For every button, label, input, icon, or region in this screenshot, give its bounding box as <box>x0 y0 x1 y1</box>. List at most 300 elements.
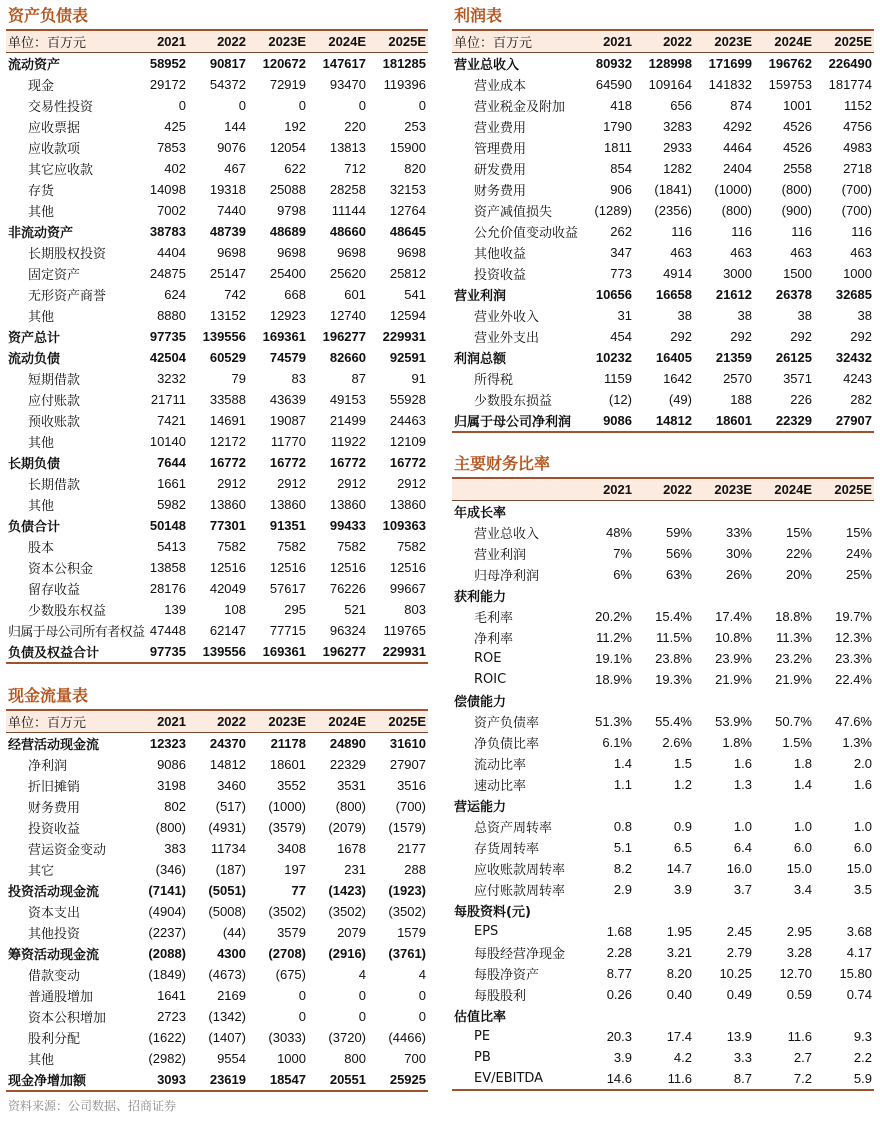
cell-value: 93470 <box>329 77 366 92</box>
cell-value: 15.80 <box>839 966 872 981</box>
table-row <box>6 221 428 242</box>
row-label: 净利润 <box>28 759 68 774</box>
table-row <box>6 368 428 389</box>
table-row <box>452 795 874 816</box>
cell-value: 16772 <box>389 455 426 470</box>
cell-value: 220 <box>344 119 366 134</box>
row-label: 归属于母公司所有者权益 <box>8 625 145 640</box>
cell-value: 1152 <box>844 98 872 113</box>
row-label: 资产总计 <box>8 331 61 346</box>
cell-value: 42049 <box>209 581 246 596</box>
row-label: 投资收益 <box>28 822 81 837</box>
cell-value: (1849) <box>148 967 186 982</box>
cell-value: 18601 <box>269 757 306 772</box>
cell-value: 12.70 <box>779 966 812 981</box>
cell-value: 7644 <box>157 455 186 470</box>
cell-value: 19318 <box>209 182 246 197</box>
row-label: 其他 <box>28 436 55 451</box>
cell-value: 0.49 <box>726 987 752 1002</box>
row-label: 公允价值变动收益 <box>474 226 579 241</box>
cell-value: 8.2 <box>613 861 632 876</box>
cell-value: 1.1 <box>613 777 632 792</box>
row-label: 偿债能力 <box>454 695 507 710</box>
cell-value: 11770 <box>270 434 306 449</box>
cell-value: (700) <box>395 799 426 814</box>
cell-value: 9798 <box>277 203 306 218</box>
row-label: 年成长率 <box>454 506 507 521</box>
row-label: 其他 <box>28 205 55 220</box>
year-header: 2025E <box>368 711 428 733</box>
cell-value: 33588 <box>209 392 246 407</box>
cell-value: 91351 <box>269 518 306 533</box>
row-label: 其它应收款 <box>28 163 94 178</box>
row-label: 营业税金及附加 <box>474 100 566 115</box>
cell-value: 14691 <box>209 413 246 428</box>
cell-value: 31 <box>617 308 632 323</box>
cell-value: 262 <box>610 224 632 239</box>
table-row <box>452 74 874 95</box>
cell-value: 1282 <box>663 161 692 176</box>
cell-value: 196277 <box>322 644 366 659</box>
cell-value: 76226 <box>329 581 366 596</box>
cell-value: 12740 <box>329 308 366 323</box>
cell-value: 83 <box>291 371 306 386</box>
balance-sheet-table <box>6 31 428 664</box>
cell-value: 3.68 <box>846 924 872 939</box>
unit-label: 单位：百万元 <box>6 31 128 53</box>
table-row <box>452 606 874 627</box>
cell-value: 3283 <box>663 119 692 134</box>
cell-value: 229931 <box>382 644 426 659</box>
cell-value: 2570 <box>723 371 752 386</box>
row-label: 少数股东权益 <box>28 604 107 619</box>
ratios-section <box>452 453 874 1091</box>
cell-value: 463 <box>730 245 752 260</box>
cell-value: 159753 <box>768 77 812 92</box>
cell-value: 4404 <box>157 245 186 260</box>
cell-value: 0 <box>298 1009 306 1024</box>
cell-value: 15.4% <box>655 609 692 624</box>
cell-value <box>574 1005 634 1026</box>
cell-value: 14812 <box>655 413 692 428</box>
row-label: 负债合计 <box>8 520 61 535</box>
year-header: 2022 <box>634 479 694 501</box>
cell-value: 13860 <box>269 497 306 512</box>
cell-value: 467 <box>224 161 246 176</box>
table-row <box>6 347 428 368</box>
table-row <box>452 179 874 200</box>
cell-value: 19.7% <box>835 609 872 624</box>
year-header: 2024E <box>308 711 368 733</box>
cell-value: 11922 <box>330 434 366 449</box>
row-label: 股本 <box>28 541 55 556</box>
cell-value: 742 <box>224 287 246 302</box>
cell-value: 1001 <box>783 98 812 113</box>
year-header: 2024E <box>308 31 368 53</box>
cell-value: 51.3% <box>595 714 632 729</box>
table-header-row <box>6 31 428 53</box>
cell-value: 21178 <box>270 736 306 751</box>
cell-value: 50.7% <box>775 714 812 729</box>
cell-value: 2718 <box>843 161 872 176</box>
row-label: 估值比率 <box>454 1010 507 1025</box>
cell-value: 60529 <box>209 350 246 365</box>
cell-value: 47.6% <box>835 714 872 729</box>
cell-value: 10140 <box>149 434 186 449</box>
cell-value: 28258 <box>329 182 366 197</box>
table-row <box>6 599 428 620</box>
cell-value: 23.3% <box>835 651 872 666</box>
cell-value: (800) <box>721 203 752 218</box>
cell-value: 120672 <box>262 56 306 71</box>
cell-value: (2356) <box>654 203 692 218</box>
cell-value: (1342) <box>208 1009 246 1024</box>
table-row <box>452 1026 874 1047</box>
cell-value: 24370 <box>209 736 246 751</box>
table-row <box>6 754 428 775</box>
balance-sheet-title: 资产负债表 <box>6 5 428 31</box>
year-header: 2022 <box>188 31 248 53</box>
cash-flow-table <box>6 711 428 1092</box>
cell-value: 4 <box>358 967 366 982</box>
cell-value: 26378 <box>775 287 812 302</box>
cell-value: (346) <box>155 862 186 877</box>
cell-value: 12516 <box>329 560 366 575</box>
table-row <box>6 733 428 755</box>
cell-value: (3720) <box>328 1030 366 1045</box>
cell-value: 48660 <box>329 224 366 239</box>
row-label: 经营活动现金流 <box>8 738 100 753</box>
cell-value: 1811 <box>604 140 632 155</box>
row-label: 留存收益 <box>28 583 81 598</box>
cell-value: 77 <box>291 883 306 898</box>
cell-value: 24875 <box>149 266 186 281</box>
table-row <box>452 690 874 711</box>
year-header: 2024E <box>754 479 814 501</box>
cell-value: 90817 <box>209 56 246 71</box>
cell-value: 7.2 <box>793 1071 812 1086</box>
cell-value: 119765 <box>383 623 426 638</box>
cell-value: 91 <box>411 371 426 386</box>
cell-value: 20.3 <box>606 1029 632 1044</box>
row-label: 营业利润 <box>454 289 507 304</box>
table-row <box>6 137 428 158</box>
cell-value: 29172 <box>149 77 186 92</box>
year-header: 2023E <box>694 479 754 501</box>
cell-value: 0 <box>358 988 366 1003</box>
cell-value: 9698 <box>337 245 366 260</box>
unit-label: 单位：百万元 <box>6 711 128 733</box>
cell-value: (1289) <box>594 203 632 218</box>
table-row <box>452 858 874 879</box>
row-label: 其他投资 <box>28 927 81 942</box>
row-label: 流动比率 <box>474 758 527 773</box>
row-label: 投资收益 <box>474 268 527 283</box>
cell-value: 3460 <box>217 778 246 793</box>
cell-value: 2912 <box>277 476 306 491</box>
cell-value: 24890 <box>329 736 366 751</box>
cell-value: 33% <box>725 525 752 540</box>
table-row <box>6 922 428 943</box>
cell-value: (3761) <box>388 946 426 961</box>
cell-value: 30% <box>725 546 752 561</box>
cell-value <box>814 900 874 921</box>
row-label: 其他收益 <box>474 247 527 262</box>
cell-value: 4243 <box>843 371 872 386</box>
cell-value: 116 <box>671 224 692 239</box>
cell-value: 58952 <box>149 56 186 71</box>
cell-value: (12) <box>608 392 632 407</box>
cell-value: 7421 <box>157 413 186 428</box>
income-statement-table <box>452 31 874 433</box>
cell-value: (1423) <box>328 883 366 898</box>
cell-value: (1622) <box>148 1030 186 1045</box>
cell-value: 32685 <box>835 287 872 302</box>
cell-value: 18.9% <box>595 672 632 687</box>
table-row <box>452 963 874 984</box>
cell-value: 1.5 <box>673 756 692 771</box>
table-row <box>6 1027 428 1048</box>
cell-value: 87 <box>351 371 366 386</box>
cell-value: 24463 <box>389 413 426 428</box>
cell-value: 48645 <box>389 224 426 239</box>
cell-value: (3502) <box>328 904 366 919</box>
table-row <box>6 158 428 179</box>
cell-value: 1.68 <box>606 924 632 939</box>
cell-value: 0.74 <box>846 987 872 1002</box>
cell-value: 7582 <box>217 539 246 554</box>
table-row <box>452 879 874 900</box>
cell-value: 12516 <box>209 560 246 575</box>
row-label: 普通股增加 <box>28 990 94 1005</box>
cell-value: 139 <box>164 602 186 617</box>
cell-value: 1.5% <box>782 735 812 750</box>
row-label: 借款变动 <box>28 969 81 984</box>
table-row <box>6 473 428 494</box>
cell-value: 2933 <box>663 140 692 155</box>
row-label: 营业利润 <box>474 548 527 563</box>
cell-value: 13.9 <box>726 1029 752 1044</box>
cell-value: 38783 <box>149 224 186 239</box>
row-label: 其他 <box>28 1053 55 1068</box>
cell-value: 128998 <box>648 56 692 71</box>
cell-value: 9698 <box>397 245 426 260</box>
table-row <box>452 53 874 75</box>
cell-value: 77715 <box>269 623 306 638</box>
cell-value: (3033) <box>268 1030 306 1045</box>
row-label: 财务费用 <box>474 184 527 199</box>
cell-value: (4904) <box>148 904 186 919</box>
cell-value: 1.8% <box>722 735 752 750</box>
cell-value: 25812 <box>389 266 426 281</box>
cell-value: (44) <box>222 925 246 940</box>
cell-value: 1.95 <box>666 924 692 939</box>
cell-value <box>754 501 814 523</box>
cell-value: 292 <box>670 329 692 344</box>
row-label: 无形资产商誉 <box>28 289 107 304</box>
cell-value: 16772 <box>329 455 366 470</box>
year-header: 2025E <box>814 31 874 53</box>
unit-label: 单位：百万元 <box>452 31 574 53</box>
cell-value: 1.2 <box>673 777 692 792</box>
table-row <box>452 1005 874 1026</box>
cell-value: 2.2 <box>853 1050 872 1065</box>
cell-value: 906 <box>610 182 632 197</box>
cell-value: 144 <box>224 119 246 134</box>
cell-value: 24% <box>845 546 872 561</box>
cell-value: 188 <box>730 392 752 407</box>
table-row <box>6 284 428 305</box>
row-label: 应付账款周转率 <box>474 884 566 899</box>
cell-value: 55.4% <box>655 714 692 729</box>
year-header: 2025E <box>368 31 428 53</box>
income-statement-section <box>452 5 874 433</box>
cell-value: 1159 <box>604 371 632 386</box>
cell-value: 10232 <box>595 350 632 365</box>
cell-value <box>574 900 634 921</box>
cell-value: 4526 <box>783 119 812 134</box>
cell-value: 32153 <box>389 182 426 197</box>
cell-value: 1.4 <box>793 777 812 792</box>
cell-value: 26% <box>725 567 752 582</box>
cell-value: 97735 <box>149 644 186 659</box>
table-row <box>6 578 428 599</box>
cell-value: 347 <box>610 245 632 260</box>
cell-value <box>814 501 874 523</box>
cell-value: 2912 <box>397 476 426 491</box>
cell-value: 712 <box>344 161 366 176</box>
cell-value: 109363 <box>382 518 426 533</box>
cell-value: 2177 <box>397 841 426 856</box>
row-label: 资产减值损失 <box>474 205 553 220</box>
year-header: 2025E <box>814 479 874 501</box>
cell-value: 2.45 <box>726 924 752 939</box>
cell-value: 700 <box>404 1051 426 1066</box>
cell-value: 0.8 <box>613 819 632 834</box>
cell-value: 12323 <box>149 736 186 751</box>
cell-value <box>634 585 694 606</box>
cell-value: 21359 <box>715 350 752 365</box>
cell-value: 6% <box>613 567 632 582</box>
table-row <box>452 669 874 690</box>
cell-value: 139556 <box>202 644 246 659</box>
cell-value: 2723 <box>157 1009 186 1024</box>
table-row <box>452 627 874 648</box>
row-label: 流动资产 <box>8 58 61 73</box>
row-label: 短期借款 <box>28 373 81 388</box>
table-row <box>6 880 428 901</box>
cell-value: 8880 <box>157 308 186 323</box>
table-row <box>6 943 428 964</box>
cell-value: 0 <box>418 988 426 1003</box>
cell-value: 383 <box>164 841 186 856</box>
cell-value: (1923) <box>388 883 426 898</box>
cell-value: 15.0 <box>786 861 812 876</box>
cell-value: 4.2 <box>673 1050 692 1065</box>
cell-value: (4466) <box>388 1030 426 1045</box>
cell-value: 1579 <box>397 925 426 940</box>
cell-value: 624 <box>164 287 186 302</box>
row-label: 利润总额 <box>454 352 507 367</box>
cell-value: 6.0 <box>853 840 872 855</box>
cell-value: 4914 <box>663 266 692 281</box>
cell-value: 1.6 <box>733 756 752 771</box>
row-label: ROIC <box>474 672 507 687</box>
row-label: 股利分配 <box>28 1032 81 1047</box>
cell-value: 2912 <box>217 476 246 491</box>
cell-value: 48% <box>605 525 632 540</box>
cell-value: 11.5% <box>656 630 692 645</box>
cell-value: 97735 <box>149 329 186 344</box>
cell-value: 15900 <box>389 140 426 155</box>
cell-value: 3.9 <box>613 1050 632 1065</box>
cell-value: 16.0 <box>726 861 752 876</box>
table-row <box>6 200 428 221</box>
table-row <box>6 305 428 326</box>
cell-value: 13152 <box>209 308 246 323</box>
cell-value <box>814 795 874 816</box>
year-header: 2023E <box>694 31 754 53</box>
row-label: 流动负债 <box>8 352 61 367</box>
cell-value: 0 <box>298 98 306 113</box>
cell-value: 23.9% <box>715 651 752 666</box>
table-row <box>6 620 428 641</box>
row-label: ROE <box>474 651 502 666</box>
table-row <box>452 242 874 263</box>
cell-value: (1841) <box>654 182 692 197</box>
cell-value: 25088 <box>269 182 306 197</box>
cell-value: 43639 <box>269 392 306 407</box>
cell-value: 3.21 <box>666 945 692 960</box>
cell-value: 119396 <box>383 77 426 92</box>
table-row <box>452 95 874 116</box>
cell-value: 27907 <box>389 757 426 772</box>
cell-value: (1407) <box>208 1030 246 1045</box>
row-label: 少数股东损益 <box>474 394 553 409</box>
row-label: 交易性投资 <box>28 100 94 115</box>
cell-value: 3408 <box>277 841 306 856</box>
cell-value: 0.26 <box>606 987 632 1002</box>
cell-value: 12594 <box>389 308 426 323</box>
cell-value: 38 <box>857 308 872 323</box>
cell-value: 3.3 <box>733 1050 752 1065</box>
row-label: 每股资料(元) <box>454 905 531 920</box>
table-row <box>6 641 428 663</box>
table-row <box>6 1006 428 1027</box>
cell-value: 9698 <box>217 245 246 260</box>
cell-value: 4.17 <box>846 945 872 960</box>
cell-value: 196277 <box>322 329 366 344</box>
cell-value: (2982) <box>148 1051 186 1066</box>
cell-value: 3552 <box>277 778 306 793</box>
table-row <box>6 74 428 95</box>
cell-value: 12054 <box>269 140 306 155</box>
year-header: 2022 <box>634 31 694 53</box>
row-label: 应收账款周转率 <box>474 863 566 878</box>
table-row <box>452 368 874 389</box>
cell-value <box>694 690 754 711</box>
cell-value: 20.2% <box>595 609 632 624</box>
table-row <box>452 137 874 158</box>
cell-value: 48689 <box>269 224 306 239</box>
cell-value: 42504 <box>149 350 186 365</box>
cell-value: (5051) <box>208 883 246 898</box>
cell-value <box>814 690 874 711</box>
cell-value: 6.1% <box>602 735 632 750</box>
cell-value: 192 <box>284 119 306 134</box>
cell-value <box>754 585 814 606</box>
cell-value: 63% <box>665 567 692 582</box>
